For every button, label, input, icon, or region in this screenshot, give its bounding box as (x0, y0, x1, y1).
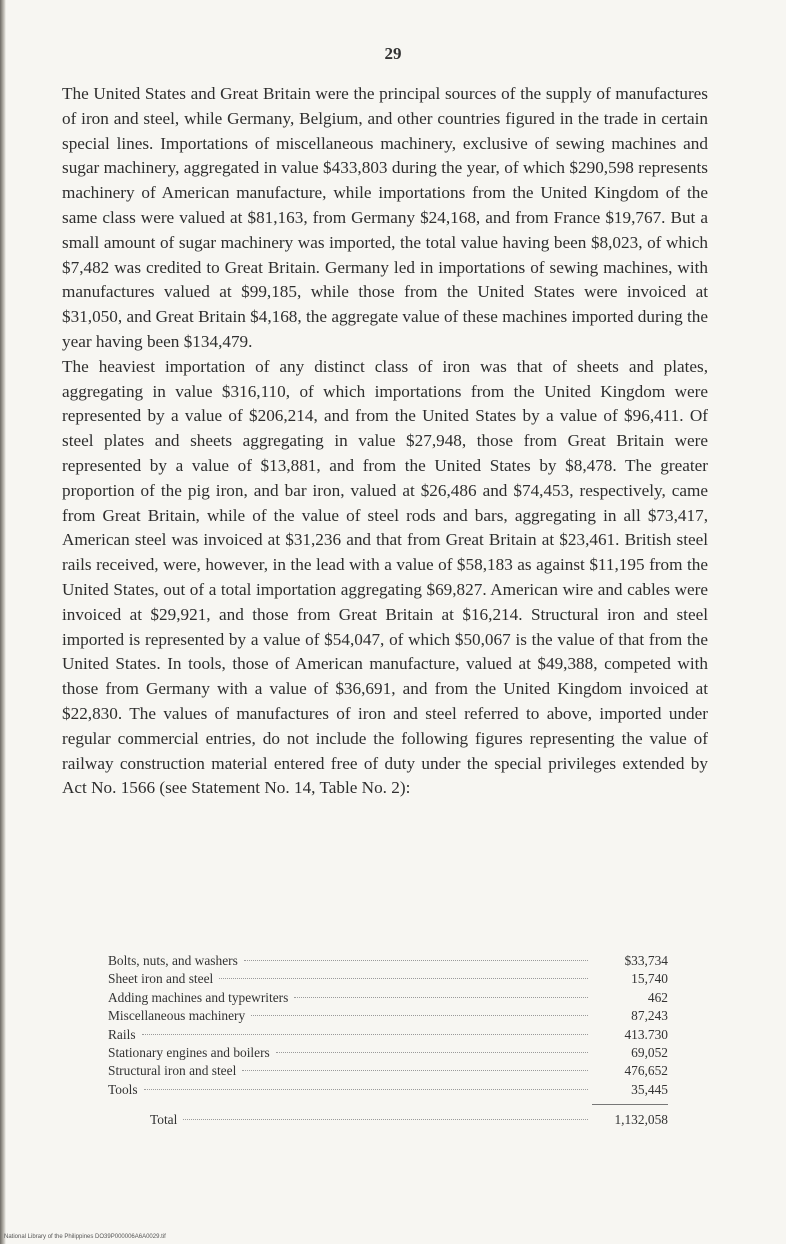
row-label: Sheet iron and steel (108, 971, 214, 987)
table-row (108, 989, 668, 1007)
dot-leader (183, 1119, 588, 1120)
row-label: Tools (108, 1081, 138, 1097)
row-value: 462 (647, 989, 668, 1005)
table-row (108, 1044, 668, 1062)
dot-leader (294, 997, 588, 998)
row-value: 69,052 (631, 1044, 668, 1060)
table-row (108, 1062, 668, 1080)
total-row (108, 1111, 668, 1129)
row-value: 413.730 (624, 1026, 668, 1042)
dot-leader (144, 1089, 588, 1090)
row-value: 476,652 (624, 1063, 668, 1079)
railway-material-table (108, 952, 668, 1130)
scan-footer: National Library of the Philippines DO39P000006A6A0029.tif (4, 1234, 166, 1240)
dot-leader (219, 978, 588, 979)
table-row (108, 970, 668, 988)
row-value: $33,734 (624, 953, 668, 968)
row-label: Bolts, nuts, and washers (108, 953, 238, 968)
dot-leader (251, 1015, 588, 1016)
row-value: 15,740 (631, 971, 668, 987)
total-value: 1,132,058 (614, 1112, 668, 1128)
dot-leader (142, 1034, 588, 1035)
row-label: Miscellaneous machinery (108, 1008, 246, 1024)
paragraph-1: The United States and Great Britain were the principal sources of the supply of manufactures of iron and steel, while Germany, Belgium, and other countries figured in the trade in certain special lines. Importations of miscellaneous machinery, exclusive of sewing machines and sugar machinery, aggregated in value $433,803 during the year, of which $290,598 represents machinery of American manufacture, while importations from the United Kingdom of the same class were valued at $81,163, from Germany $24,168, and from France $19,767. But a small amount of sugar machinery was imported, the total value having been $8,023, of which $7,482 was credited to Great Britain. Germany led in importations of sewing machines, with manufactures valued at $99,185, while those from the United States were invoiced at $31,050, and Great Britain $4,168, the aggregate value of these machines imported during the year having been $134,479. (62, 84, 708, 351)
dot-leader (244, 960, 588, 961)
page-binding-edge (0, 0, 6, 1244)
body-text (62, 82, 708, 801)
row-value: 35,445 (631, 1081, 668, 1097)
table-row (108, 1026, 668, 1044)
row-label: Adding machines and typewriters (108, 989, 289, 1005)
row-label: Structural iron and steel (108, 1063, 237, 1079)
paragraph-2: The heaviest importation of any distinct class of iron was that of sheets and plates, aggregating in value $316,110, of which importations from the United Kingdom were represented by a value of $206,214, and from the United States by a value of $96,411. Of steel plates and sheets aggregating in value $27,948, those from Great Britain were represented by a value of $13,881, and from the United States by $8,478. The greater proportion of the pig iron, and bar iron, valued at $26,486 and $74,453, respectively, came from Great Britain, while of the value of steel rods and bars, aggregating in all $73,417, American steel was invoiced at $31,236 and that from Great Britain at $23,461. British steel rails received, were, however, in the lead with a value of $58,183 as against $11,195 from the United States, out of a total importation aggregating $69,827. American wire and cables were invoiced at $29,921, and those from Great Britain at $16,214. Structural iron and steel imported is represented by a value of $54,047, of which $50,067 is the value of that from the United States. In tools, those of American manufacture, valued at $49,388, competed with those from Germany with a value of $36,691, and from the United Kingdom invoiced at $22,830. The values of manufactures of iron and steel referred to above, imported under regular commercial entries, do not include the following figures representing the value of railway construction material entered free of duty under the special privileges extended by Act No. 1566 (see Statement No. 14, Table No. 2): (62, 356, 708, 798)
total-rule (592, 1104, 668, 1105)
row-label: Stationary engines and boilers (108, 1044, 270, 1060)
table-row (108, 952, 668, 970)
table-row (108, 1081, 668, 1099)
dot-leader (242, 1070, 588, 1071)
row-label: Rails (108, 1026, 136, 1042)
row-value: 87,243 (631, 1008, 668, 1024)
total-label: Total (150, 1112, 178, 1128)
table-row (108, 1007, 668, 1025)
page-number: 29 (384, 44, 402, 63)
dot-leader (276, 1052, 588, 1053)
